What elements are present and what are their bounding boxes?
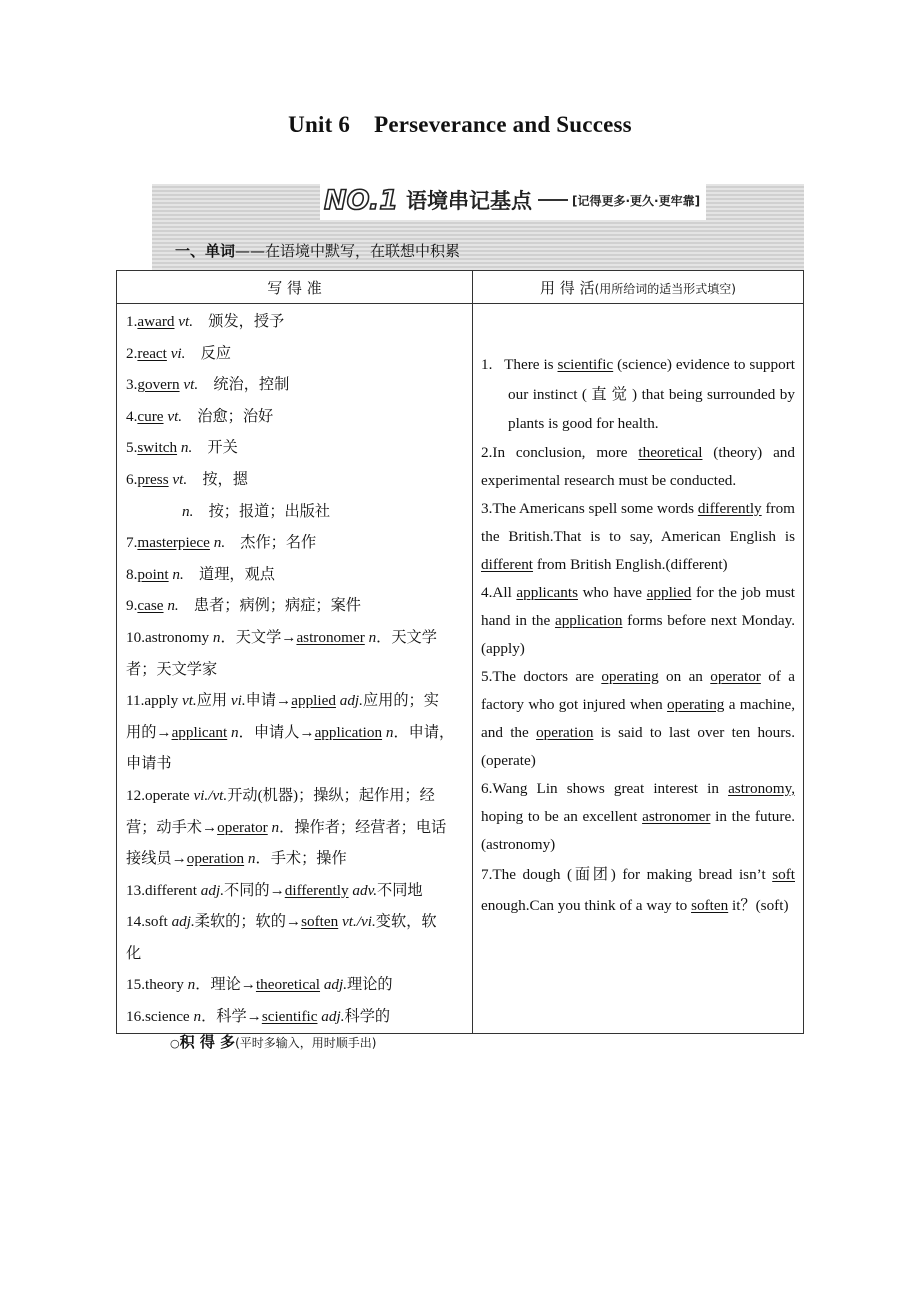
footer-note: (平时多输入，用时顺手出) <box>235 1036 377 1050</box>
banner-title: 语境串记基点 <box>406 189 532 213</box>
section-label: 一、单词 <box>175 242 236 260</box>
section-desc: ——在语境中默写，在联想中积累 <box>235 242 461 260</box>
banner-tagline: [记得更多·更久·更牢靠] <box>572 193 701 208</box>
bullet-icon: ○ <box>170 1037 180 1050</box>
unit-name: Perseverance and Success <box>374 112 632 137</box>
footer-heading <box>170 1031 376 1052</box>
page-title <box>0 112 920 138</box>
word-item: 营；动手术→operator n．操作者；经营者；电话 <box>126 818 447 836</box>
unit-number: Unit 6 <box>288 112 351 137</box>
word-item: 16.science n．科学→scientific adj.科学的 <box>126 1008 391 1026</box>
word-item: 5.switch n. 开关 <box>126 439 238 457</box>
banner-heading <box>320 180 706 220</box>
vocabulary-table <box>116 270 804 1034</box>
sentence-item: 3.The Americans spell some words differently from the British.That is to say, American English is different from British English.(different) <box>481 499 795 573</box>
word-item: 2.react vi. 反应 <box>126 344 232 362</box>
header-left-label: 写 得 准 <box>267 278 322 297</box>
word-item: 8.point n. 道理，观点 <box>126 565 275 583</box>
word-item: 者；天文学家 <box>126 660 218 678</box>
sentence-item: 2.In conclusion, more theoretical (theory) and experimental research must be conducted. <box>481 443 795 489</box>
section-heading <box>175 240 460 261</box>
word-item: 1.award vt. 颁发，授予 <box>126 313 285 330</box>
word-item: 4.cure vt. 治愈；治好 <box>126 407 274 425</box>
word-item: 6.press vt. 按，摁 <box>126 470 248 488</box>
word-item: 14.soft adj.柔软的；软的→soften vt./vi.变软，软 <box>126 913 437 931</box>
header-right-label: 用 得 活 <box>540 278 595 297</box>
sentence-item: 7.The dough (面团) for making bread isn’t soft enough.Can you think of a way to soften it？(soft) <box>481 865 795 914</box>
word-item: 11.apply vt.应用 vi.申请→applied adj.应用的；实 <box>126 692 439 710</box>
header-left <box>117 271 473 304</box>
word-item: 接线员→operation n．手术；操作 <box>126 850 347 868</box>
sentence-item: 1. There is scientific (science) evidence to support our instinct ( 直 觉 ) that being surrounded by plants is good for health. <box>481 356 795 432</box>
word-item: 用的→applicant n．申请人→application n．申请， <box>126 723 455 741</box>
word-item: 9.case n. 患者；病例；病症；案件 <box>126 597 361 615</box>
word-item: n. 按；报道；出版社 <box>182 502 331 520</box>
left-column <box>117 304 473 1034</box>
sentence-item: 4.All applicants who have applied for the job must hand in the application forms before next Monday.(apply) <box>481 583 796 657</box>
header-right <box>473 271 804 304</box>
banner-number: NO.1 <box>324 184 398 216</box>
sentence-item: 5.The doctors are operating on an operator of a factory who got injured when operating a machine, and the operation is said to last over ten hours.(operate) <box>481 667 796 769</box>
banner-divider <box>538 199 568 201</box>
word-item: 12.operate vi./vt.开动(机器)；操纵；起作用；经 <box>126 786 435 804</box>
word-item: 3.govern vt. 统治，控制 <box>126 376 290 394</box>
word-item: 13.different adj.不同的→differently adv.不同地 <box>126 881 423 899</box>
word-item: 申请书 <box>126 755 172 773</box>
footer-label: 积 得 多 <box>179 1033 236 1051</box>
sentence-item: 6.Wang Lin shows great interest in astronomy, hoping to be an excellent astronomer in the future.(astronomy) <box>481 779 795 853</box>
word-item: 7.masterpiece n. 杰作；名作 <box>126 534 317 552</box>
right-column <box>473 304 804 1034</box>
sentence-list <box>473 304 803 921</box>
word-item: 15.theory n．理论→theoretical adj.理论的 <box>126 976 393 994</box>
header-right-note: (用所给词的适当形式填空) <box>594 281 736 296</box>
word-item: 10.astronomy n．天文学→astronomer n．天文学 <box>126 628 437 646</box>
word-list <box>117 304 472 1033</box>
word-item: 化 <box>126 944 142 962</box>
